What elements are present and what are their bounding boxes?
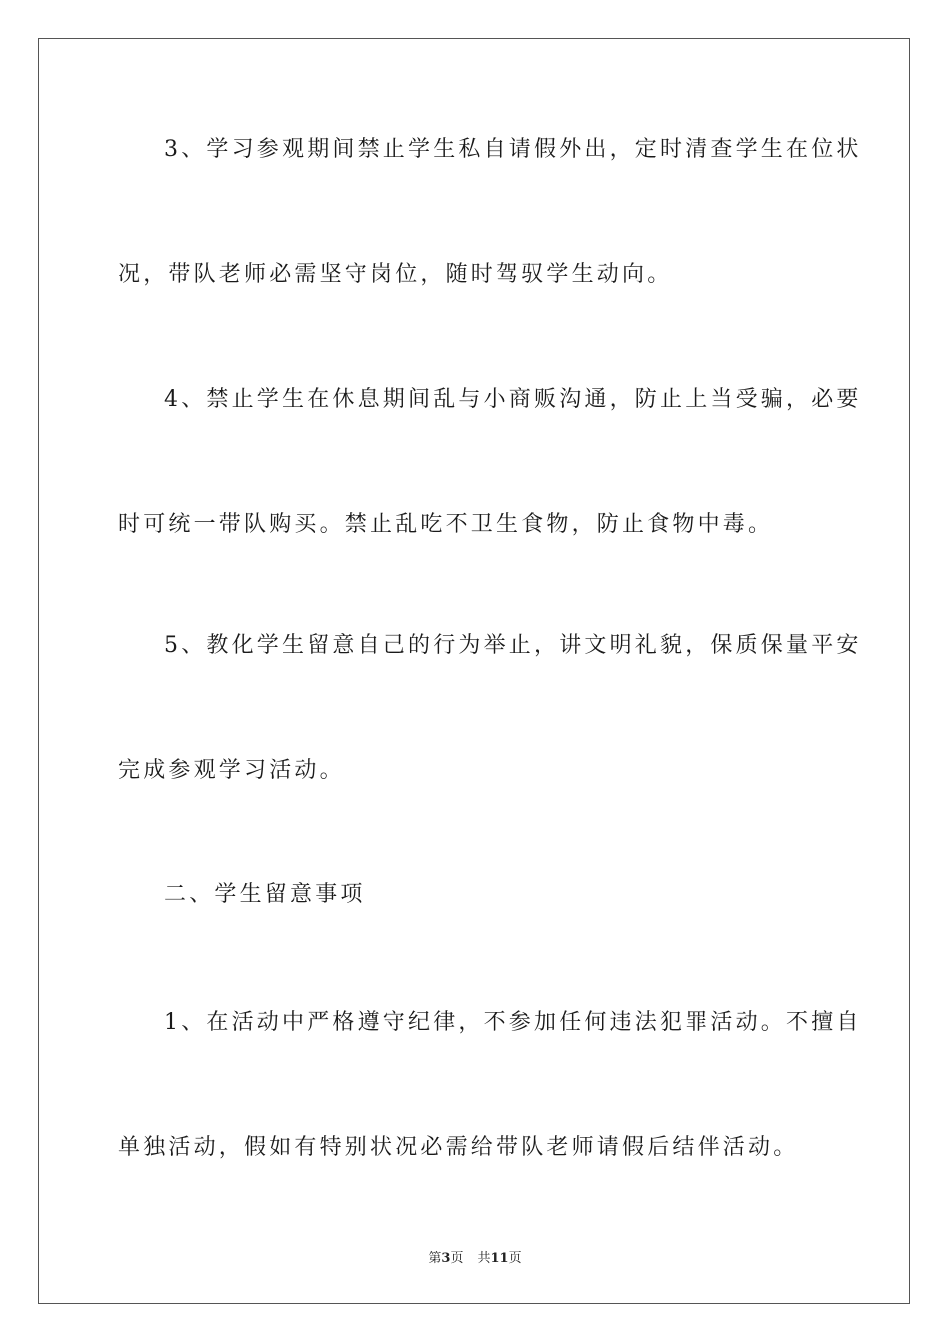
page-footer [0, 1247, 950, 1266]
page-suffix: 页 [450, 1251, 464, 1266]
total-page-count: 11 [490, 1251, 509, 1266]
paragraph-line: 4、禁止学生在休息期间乱与小商贩沟通，防止上当受骗，必要 [164, 387, 862, 412]
total-suffix: 页 [508, 1251, 522, 1266]
paragraph-line: 完成参观学习活动。 [118, 758, 345, 783]
paragraph-line: 时可统一带队购买。禁止乱吃不卫生食物，防止食物中毒。 [118, 512, 774, 537]
paragraph-item-3 [118, 137, 862, 287]
paragraph-line: 况，带队老师必需坚守岗位，随时驾驭学生动向。 [118, 262, 673, 287]
paragraph-item-1 [118, 1010, 862, 1160]
page-prefix: 第 [428, 1251, 442, 1266]
paragraph-line: 3、学习参观期间禁止学生私自请假外出，定时清查学生在位状 [164, 137, 862, 162]
section-heading [118, 883, 832, 907]
paragraph-line: 5、教化学生留意自己的行为举止，讲文明礼貌，保质保量平安 [164, 633, 862, 658]
paragraph-item-5 [118, 633, 862, 783]
paragraph-line: 单独活动，假如有特别状况必需给带队老师请假后结伴活动。 [118, 1135, 799, 1160]
section-heading-text: 二、学生留意事项 [164, 882, 366, 907]
total-prefix: 共 [477, 1251, 491, 1266]
paragraph-line: 1、在活动中严格遵守纪律，不参加任何违法犯罪活动。不擅自 [164, 1010, 862, 1035]
current-page-number: 3 [441, 1251, 451, 1266]
paragraph-item-4 [118, 387, 862, 537]
